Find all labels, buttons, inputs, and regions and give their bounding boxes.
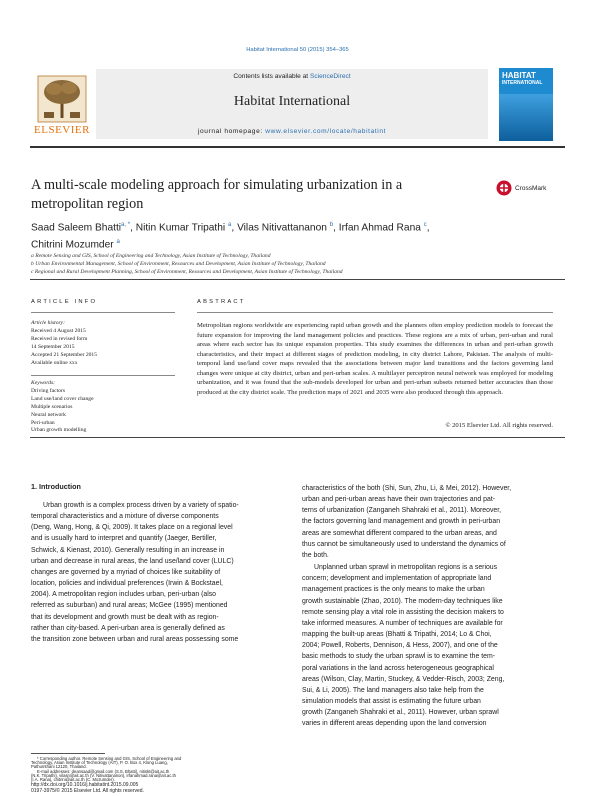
crossmark-label: CrossMark xyxy=(515,184,547,192)
author-affil-sup[interactable]: b xyxy=(329,222,334,228)
abstract-end-rule xyxy=(30,437,565,438)
cover-title-line-2: INTERNATIONAL xyxy=(502,80,543,86)
sciencedirect-link[interactable]: ScienceDirect xyxy=(309,73,351,80)
header-rule xyxy=(30,146,565,148)
author-affil-sup[interactable]: c xyxy=(423,222,427,228)
author-name: Saad Saleem Bhatti xyxy=(31,222,122,234)
text-line: the both. xyxy=(302,551,329,559)
author-affil-sup[interactable]: a, * xyxy=(121,222,131,228)
author-name: Chitrini Mozumder xyxy=(31,239,114,251)
affiliation-c: c Regional and Rural Development Planning, School of Environment, Resources and Development, Asian Institute of Technology, Thailand xyxy=(31,269,343,275)
section-heading-introduction: 1. Introduction xyxy=(31,482,81,491)
contents-prefix: Contents lists available at xyxy=(233,73,310,80)
text-line: concern; development and implementation of appropriate land xyxy=(302,575,492,583)
keywords-block xyxy=(31,380,171,435)
doi-link[interactable]: http://dx.doi.org/10.1016/j.habitatint.2015.09.005 xyxy=(31,782,139,788)
intro-left-column xyxy=(31,500,289,645)
paper-title: A multi-scale modeling approach for simulating urbanization in a metropolitan region xyxy=(31,177,403,212)
homepage-link[interactable]: www.elsevier.com/locate/habitatint xyxy=(265,128,387,135)
issn-line: 0197-3975/© 2015 Elsevier Ltd. All rights reserved. xyxy=(31,788,144,794)
publisher-name: ELSEVIER xyxy=(34,124,90,136)
footnote-line: Technology, Asian Institute of Technology (AIT), P. O. Box 4, Klong Luang, xyxy=(31,760,168,766)
text-line: that its development and growth must be dealt with as region- xyxy=(31,613,219,621)
journal-cover-title xyxy=(502,72,542,86)
keyword-item: Urban growth modelling xyxy=(31,427,87,434)
text-line: mapping the built-up areas (Bhatti & Tripathi, 2014; Lo & Choi, xyxy=(302,631,492,639)
text-line: simulation models that assist is estimating the future urban xyxy=(302,697,481,705)
history-item: Available online xxx xyxy=(31,359,78,366)
text-line: and is usually hard to interpret and quantify (Jaeger, Bertiller, xyxy=(31,535,217,543)
text-line: rather than city-based. A peri-urban area is generally defined as xyxy=(31,624,225,632)
abstract-heading: ABSTRACT xyxy=(197,299,246,305)
text-line: temporal characteristics and a mixture of diverse components xyxy=(31,513,219,521)
journal-cover-image xyxy=(499,94,553,141)
journal-reference[interactable]: Habitat International 50 (2015) 354–365 xyxy=(246,47,349,53)
text-line: poral variations in the land across heterogeneous geographical xyxy=(302,664,494,672)
author-affil-sup[interactable]: a xyxy=(116,239,120,246)
affiliation-a: a Remote Sensing and GIS, School of Engineering and Technology, Asian Institute of Technology, Thailand xyxy=(31,253,271,259)
text-line: management practices is the only means to make the urban xyxy=(302,586,485,594)
footnotes xyxy=(31,757,289,782)
footnote-line: (N.K. Tripathi), vilasn@ait.ac.th (V. Nitivattananon), irfanahmad.rana@ait.ac.th xyxy=(31,772,176,778)
text-line: Unplanned urban sprawl in metropolitan regions is a serious xyxy=(314,564,498,572)
footnote-rule xyxy=(31,753,105,754)
text-line: characteristics of the both (Shi, Sun, Zhu, Li, & Mei, 2012). However, xyxy=(302,485,512,492)
text-line: 2004). A metropolitan region includes urban, peri-urban (also xyxy=(31,591,217,599)
history-item: Accepted 21 September 2015 xyxy=(31,351,98,358)
text-line: 2004; Powell, Roberts, Dennison, & Hess, 2007), and one of the xyxy=(302,642,498,650)
footnote-line: (I.A. Rana), chitrini@ait.ac.th (C. Mozumder). xyxy=(31,777,115,783)
keywords-rule xyxy=(31,375,175,376)
text-line: Sui, & Li, 2005). The land managers also take help from the xyxy=(302,686,484,694)
homepage-prefix: journal homepage: xyxy=(197,128,266,135)
text-line: the transition zone between urban and rural areas possessing some xyxy=(31,635,239,643)
article-info-heading: ARTICLE INFO xyxy=(31,299,98,305)
text-line: urban and peri-urban areas have their own trajectories and pat- xyxy=(302,496,496,504)
text-line: areas are somewhat different compared to the urban areas, and xyxy=(302,529,497,537)
keyword-item: Peri-urban xyxy=(31,419,55,426)
author-affil-sup[interactable]: a xyxy=(228,222,232,228)
elsevier-tree-logo xyxy=(36,74,88,124)
footnote-line: E-mail addresses: deansaad@gmail.com (S.S. Bhatti), nitinkt@ait.ac.th xyxy=(37,768,170,774)
keywords-label: Keywords: xyxy=(31,380,56,386)
author-name: Nitin Kumar Tripathi xyxy=(135,222,226,234)
text-line: varies in different areas depending upon the land conversion xyxy=(302,720,487,728)
keyword-item: Neural network xyxy=(31,411,66,418)
intro-right-column xyxy=(302,483,553,729)
contents-line xyxy=(96,73,488,80)
keyword-item: Multiple scenarios xyxy=(31,403,73,410)
text-line: thus cannot be simultaneously used to understand the dynamics of xyxy=(302,540,506,548)
keyword-item: Driving factors xyxy=(31,387,66,394)
homepage-line xyxy=(96,128,488,135)
text-line: terns of urbanization (Zanganeh Shahraki et al., 2011). Moreover, xyxy=(302,507,502,515)
text-line: take informed measures. A number of techniques are available for xyxy=(302,619,503,627)
text-line: Urban growth is a complex process driven by a variety of spatio- xyxy=(43,502,239,509)
cover-title-line-1: HABITAT xyxy=(502,71,536,80)
text-line: remote sensing play a vital role in assisting the decision makers to xyxy=(302,608,504,616)
text-line: location, policies and individual preferences (Irwin & Bockstael, xyxy=(31,580,223,588)
article-history xyxy=(31,320,171,367)
journal-title: Habitat International xyxy=(233,94,351,109)
keyword-item: Land use/land cover change xyxy=(31,395,94,402)
text-line: Schwick, & Kienast, 2010). Generally resulting in an increase in xyxy=(31,546,225,554)
abstract-rule xyxy=(197,312,553,313)
text-line: the factors governing land management and growth in peri-urban xyxy=(302,518,501,526)
text-line: referred as suburban) and rural areas; McGee (1995) mentioned xyxy=(31,602,228,610)
text-line: (Deng, Wang, Hong, & Qi, 2009). It takes place on a regional level xyxy=(31,524,233,532)
footnote-line: Pathumthani 12120, Thailand. xyxy=(31,764,87,770)
footnote-line: * Corresponding author. Remote Sensing and GIS, School of Engineering and xyxy=(37,756,182,761)
affiliation-b: b Urban Environmental Management, School of Environment, Resources and Development, Asian Institute of Technology, Thailand xyxy=(31,261,326,267)
text-line: areas (Wilson, Clay, Martin, Stuckey, & Vedder-Risch, 2003; Zeng, xyxy=(302,675,505,683)
history-label: Article history: xyxy=(31,320,66,326)
history-item: Received in revised form xyxy=(31,335,88,342)
crossmark-icon xyxy=(496,180,512,196)
text-line: growth (Zanganeh Shahraki et al., 2011). However, urban sprawl xyxy=(302,709,499,717)
article-info-rule xyxy=(31,312,175,313)
text-line: growth sustainable (Zhao, 2010). The modern-day techniques like xyxy=(302,597,503,605)
section-rule xyxy=(30,279,565,280)
text-line: basic methods to study the urban sprawl is to examine the tem- xyxy=(302,653,496,661)
author-list: Saad Saleem Bhatti$^{a, *}$, Nitin Kumar Tripathi $^a$, Vilas Nitivattananon $^b$, Irfan Ahmad Rana $^c$, Chitrini Mozumder $^a$ xyxy=(31,222,430,251)
author-name: Irfan Ahmad Rana xyxy=(338,222,421,234)
abstract-text: Metropolitan regions worldwide are experiencing rapid urban growth and the planners often employ prediction models to forecast the future expansion for improving the land management policies and practices. These regions are a mix of urban, peri-urban and rural areas where each sector has its unique expansion properties. This study examines the differences in urban and peri-urban growth characteristics, and their impact at different stages of prediction modeling, in city district Lahore, Pakistan. The analysis of multi-temporal land use/land cover maps revealed that the associations between major land transitions and the factors governing land changes were unique at city district, urban and peri-urban scales. A multilayer perceptron neural network was employed for modeling urbanization, and it was found that the sub-models developed for urban and peri-urban subsets returned better accuracies than those produced at the city district scale. The prediction maps of 2021 and 2035 were also produced through this approach. xyxy=(197,322,553,396)
text-line: urban and decrease in rural areas, the land use/land cover (LULC) xyxy=(31,557,234,565)
history-item: Received 4 August 2015 xyxy=(31,327,86,334)
abstract-copyright: © 2015 Elsevier Ltd. All rights reserved. xyxy=(445,422,553,429)
author-name: Vilas Nitivattananon xyxy=(237,222,327,234)
text-line: changes are governed by a myriad of choices like suitability of xyxy=(31,568,221,576)
crossmark-badge[interactable] xyxy=(496,180,558,196)
history-item: 14 September 2015 xyxy=(31,343,75,350)
